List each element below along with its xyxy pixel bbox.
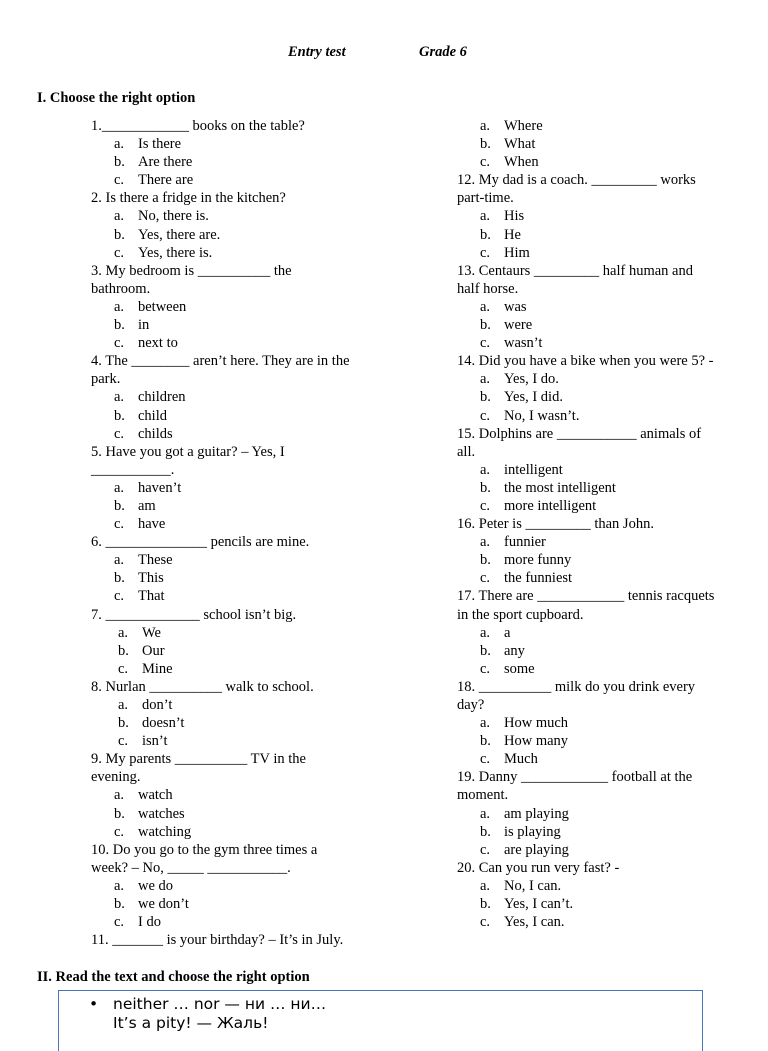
answer-option[interactable] — [457, 334, 719, 352]
option-text: This — [138, 570, 164, 587]
option-list — [91, 877, 351, 931]
option-list — [457, 877, 719, 931]
option-letter: a. — [480, 624, 491, 641]
option-letter: b. — [114, 570, 125, 587]
answer-option[interactable] — [457, 624, 719, 642]
question-block — [91, 443, 351, 533]
option-text: funnier — [504, 534, 546, 551]
answer-option[interactable] — [457, 497, 719, 515]
option-letter: b. — [480, 317, 491, 334]
question-text: 14. Did you have a bike when you were 5? - — [457, 353, 714, 370]
question-block — [457, 515, 719, 587]
option-list — [457, 714, 719, 768]
option-text: I do — [138, 914, 161, 931]
option-text: between — [138, 298, 187, 315]
option-letter: a. — [480, 461, 491, 478]
option-text: That — [138, 588, 165, 605]
answer-option[interactable] — [91, 298, 351, 316]
left-question-column — [91, 117, 351, 949]
option-list — [457, 533, 719, 587]
option-letter: a. — [114, 136, 125, 153]
option-list — [457, 805, 719, 859]
option-text: doesn’t — [142, 715, 185, 732]
question-block — [91, 750, 351, 840]
question-text: 8. Nurlan __________ walk to school. — [91, 678, 314, 695]
option-letter: c. — [114, 335, 125, 352]
option-letter: b. — [114, 154, 125, 171]
option-list — [457, 298, 719, 352]
question-text: 20. Can you run very fast? - — [457, 859, 620, 876]
answer-option[interactable] — [457, 316, 719, 334]
option-letter: b. — [480, 552, 491, 569]
test-title: Entry test — [288, 44, 346, 60]
option-letter: a. — [480, 118, 491, 134]
vocabulary-list — [59, 995, 702, 1033]
option-letter: b. — [480, 733, 491, 750]
option-letter: a. — [114, 389, 125, 406]
answer-option[interactable] — [91, 497, 351, 515]
answer-option[interactable] — [457, 913, 719, 931]
option-text: a — [504, 624, 511, 641]
option-letter: c. — [480, 154, 491, 171]
answer-option[interactable] — [457, 714, 719, 732]
grade-label: Grade 6 — [419, 44, 467, 60]
option-letter: a. — [114, 877, 125, 894]
question-text: 5. Have you got a guitar? – Yes, I ___________. — [91, 443, 285, 478]
option-letter: c. — [480, 407, 491, 424]
question-block — [457, 262, 719, 352]
option-text: are playing — [504, 841, 569, 858]
question-text: 18. __________ milk do you drink every day? — [457, 678, 696, 713]
question-block — [91, 352, 351, 442]
option-text: more funny — [504, 552, 572, 569]
vocabulary-text: It’s a pity! — Жаль! — [113, 1014, 269, 1032]
option-letter: b. — [118, 642, 129, 659]
answer-option[interactable] — [91, 244, 351, 262]
question-block — [91, 262, 351, 352]
answer-option[interactable] — [457, 370, 719, 388]
option-text: intelligent — [504, 461, 563, 478]
option-text: were — [504, 317, 533, 334]
option-list — [91, 551, 351, 605]
option-letter: c. — [114, 823, 125, 840]
option-letter: a. — [480, 805, 491, 822]
option-letter: b. — [480, 389, 491, 406]
option-text: any — [504, 642, 525, 659]
option-text: childs — [138, 425, 173, 442]
answer-option[interactable] — [91, 714, 351, 732]
section-2-title: II. Read the text and choose the right option — [37, 969, 310, 985]
question-block — [457, 859, 719, 931]
option-letter: a. — [480, 877, 491, 894]
option-text: watches — [138, 805, 185, 822]
option-letter: c. — [480, 570, 491, 587]
answer-option[interactable] — [457, 660, 719, 678]
option-text: He — [504, 226, 521, 243]
answer-option[interactable] — [91, 642, 351, 660]
answer-option[interactable] — [457, 298, 719, 316]
question-block — [91, 606, 351, 678]
option-text: How much — [504, 715, 569, 732]
question-block — [91, 841, 351, 931]
option-letter: b. — [114, 497, 125, 514]
question-text: 15. Dolphins are ___________ animals of all. — [457, 425, 702, 460]
option-letter: c. — [114, 172, 125, 189]
answer-option[interactable] — [91, 660, 351, 678]
option-list — [91, 135, 351, 189]
option-text: the funniest — [504, 570, 573, 587]
option-text: watching — [138, 823, 192, 840]
option-list — [457, 624, 719, 678]
option-letter: a. — [480, 715, 491, 732]
question-text: 1.____________ books on the table? — [91, 118, 305, 134]
option-text: When — [504, 154, 539, 171]
question-text: 2. Is there a fridge in the kitchen? — [91, 190, 286, 207]
option-text: watch — [138, 787, 173, 804]
option-letter: a. — [480, 208, 491, 225]
answer-option[interactable] — [91, 135, 351, 153]
option-letter: c. — [480, 914, 491, 931]
answer-option[interactable] — [457, 388, 719, 406]
answer-option[interactable] — [457, 117, 719, 135]
answer-option[interactable] — [457, 750, 719, 768]
answer-option[interactable] — [91, 786, 351, 804]
option-text: No, there is. — [138, 208, 209, 225]
option-text: haven’t — [138, 479, 182, 496]
option-letter: c. — [480, 841, 491, 858]
option-text: is playing — [504, 823, 561, 840]
option-letter: a. — [114, 552, 125, 569]
option-letter: b. — [114, 896, 125, 913]
answer-option[interactable] — [91, 877, 351, 895]
answer-option[interactable] — [457, 479, 719, 497]
option-text: children — [138, 389, 186, 406]
option-text: Is there — [138, 136, 182, 153]
option-letter: a. — [118, 697, 129, 713]
option-letter: c. — [480, 244, 491, 261]
option-list — [91, 624, 351, 678]
option-letter: b. — [480, 823, 491, 840]
question-text: 16. Peter is _________ than John. — [457, 516, 654, 533]
answer-option[interactable] — [91, 732, 351, 750]
question-text: 17. There are ____________ tennis racquets in the sport cupboard. — [457, 588, 715, 623]
question-block — [457, 768, 719, 858]
answer-option[interactable] — [91, 153, 351, 171]
option-text: the most intelligent — [504, 479, 616, 496]
option-text: We — [142, 624, 161, 641]
section-1-title: I. Choose the right option — [37, 90, 196, 106]
option-text: His — [504, 208, 525, 225]
question-block — [457, 425, 719, 515]
question-block — [457, 587, 719, 677]
answer-option[interactable] — [457, 823, 719, 841]
answer-option[interactable] — [457, 135, 719, 153]
option-letter: a. — [114, 208, 125, 225]
option-text: Where — [504, 118, 543, 134]
option-text: Yes, I do. — [504, 371, 559, 388]
option-list — [457, 461, 719, 515]
question-text: 11. _______ is your birthday? – It’s in July. — [91, 932, 344, 949]
answer-option[interactable] — [457, 895, 719, 913]
question-text: 10. Do you go to the gym three times a week? – No, _____ ___________. — [91, 841, 318, 876]
option-letter: c. — [114, 425, 125, 442]
option-list — [457, 370, 719, 424]
answer-option[interactable] — [457, 153, 719, 171]
question-block — [91, 117, 351, 189]
option-letter: b. — [480, 136, 491, 153]
option-list — [91, 298, 351, 352]
option-letter: c. — [114, 914, 125, 931]
answer-option[interactable] — [91, 624, 351, 642]
option-letter: c. — [480, 751, 491, 768]
option-letter: b. — [114, 805, 125, 822]
question-block — [457, 117, 719, 171]
option-letter: b. — [118, 715, 129, 732]
answer-option[interactable] — [457, 877, 719, 895]
option-letter: c. — [114, 244, 125, 261]
answer-option[interactable] — [91, 226, 351, 244]
answer-option[interactable] — [91, 913, 351, 931]
answer-option[interactable] — [91, 515, 351, 533]
answer-option[interactable] — [91, 569, 351, 587]
question-text: 7. _____________ school isn’t big. — [91, 606, 297, 623]
option-letter: a. — [114, 787, 125, 804]
option-letter: b. — [114, 317, 125, 334]
option-letter: c. — [480, 497, 491, 514]
answer-option[interactable] — [91, 479, 351, 497]
answer-option[interactable] — [457, 226, 719, 244]
answer-option[interactable] — [457, 461, 719, 479]
option-text: am playing — [504, 805, 569, 822]
answer-option[interactable] — [457, 533, 719, 551]
option-text: am — [138, 497, 156, 514]
option-list — [457, 117, 719, 171]
question-text: 3. My bedroom is __________ the bathroom. — [91, 262, 292, 297]
option-text: Yes, there are. — [138, 226, 221, 243]
answer-option[interactable] — [91, 334, 351, 352]
option-text: next to — [138, 335, 178, 352]
option-text: more intelligent — [504, 497, 597, 514]
option-list — [91, 786, 351, 840]
answer-option[interactable] — [457, 569, 719, 587]
option-letter: c. — [118, 660, 129, 677]
option-text: Much — [504, 751, 538, 768]
answer-option[interactable] — [91, 207, 351, 225]
option-letter: b. — [114, 226, 125, 243]
answer-option[interactable] — [457, 732, 719, 750]
option-text: some — [504, 660, 535, 677]
option-list — [91, 207, 351, 261]
option-text: have — [138, 516, 166, 533]
option-letter: c. — [118, 733, 129, 750]
option-letter: a. — [480, 298, 491, 315]
question-block — [457, 678, 719, 768]
option-list — [91, 388, 351, 442]
option-letter: a. — [114, 479, 125, 496]
answer-option[interactable] — [91, 407, 351, 425]
option-letter: a. — [480, 371, 491, 388]
answer-option[interactable] — [91, 425, 351, 443]
answer-option[interactable] — [457, 841, 719, 859]
option-letter: c. — [480, 660, 491, 677]
option-list — [91, 479, 351, 533]
question-text: 9. My parents __________ TV in the evening. — [91, 751, 306, 786]
question-text: 12. My dad is a coach. _________ works part-time. — [457, 172, 696, 207]
option-letter: b. — [480, 896, 491, 913]
answer-option[interactable] — [91, 587, 351, 605]
option-text: Mine — [142, 660, 173, 677]
option-text: Our — [142, 642, 165, 659]
question-text: 6. ______________ pencils are mine. — [91, 534, 310, 551]
answer-option[interactable] — [91, 171, 351, 189]
option-text: child — [138, 407, 167, 424]
question-block — [91, 533, 351, 605]
question-block — [457, 171, 719, 261]
question-block — [91, 189, 351, 261]
answer-option[interactable] — [457, 551, 719, 569]
question-block — [457, 352, 719, 424]
option-text: What — [504, 136, 536, 153]
option-text: we don’t — [138, 896, 189, 913]
vocabulary-text: neither … nor — ни … ни… — [113, 995, 327, 1013]
option-text: isn’t — [142, 733, 168, 750]
answer-option[interactable] — [457, 407, 719, 425]
question-text: 19. Danny ____________ football at the moment. — [457, 769, 693, 804]
option-letter: b. — [480, 226, 491, 243]
vocabulary-item — [59, 995, 702, 1014]
option-letter: b. — [480, 479, 491, 496]
answer-option[interactable] — [457, 244, 719, 262]
answer-option[interactable] — [91, 823, 351, 841]
option-letter: b. — [480, 642, 491, 659]
answer-option[interactable] — [457, 642, 719, 660]
option-text: No, I wasn’t. — [504, 407, 580, 424]
answer-option[interactable] — [457, 805, 719, 823]
answer-option[interactable] — [91, 805, 351, 823]
option-text: No, I can. — [504, 877, 562, 894]
answer-option[interactable] — [457, 207, 719, 225]
question-block — [91, 931, 351, 949]
answer-option[interactable] — [91, 551, 351, 569]
option-letter: a. — [118, 624, 129, 641]
right-question-column — [457, 117, 719, 931]
option-text: Yes, there is. — [138, 244, 213, 261]
option-text: Him — [504, 244, 530, 261]
option-text: Yes, I can. — [504, 914, 565, 931]
option-text: Are there — [138, 154, 193, 171]
question-block — [91, 678, 351, 750]
option-letter: c. — [114, 588, 125, 605]
answer-option[interactable] — [91, 696, 351, 714]
option-text: wasn’t — [504, 335, 543, 352]
bullet-icon: • — [89, 995, 99, 1013]
question-text: 4. The ________ aren’t here. They are in the park. — [91, 353, 350, 388]
option-letter: a. — [480, 534, 491, 551]
option-text: Yes, I did. — [504, 389, 563, 406]
option-text: in — [138, 317, 150, 334]
option-text: Yes, I can’t. — [504, 896, 574, 913]
option-text: These — [138, 552, 173, 569]
option-text: How many — [504, 733, 569, 750]
option-text: was — [504, 298, 527, 315]
option-letter: c. — [114, 516, 125, 533]
option-list — [457, 207, 719, 261]
option-letter: b. — [114, 407, 125, 424]
option-letter: a. — [114, 298, 125, 315]
option-text: don’t — [142, 697, 173, 713]
option-text: There are — [138, 172, 194, 189]
option-list — [91, 696, 351, 750]
option-letter: c. — [480, 335, 491, 352]
vocabulary-note-box — [58, 990, 703, 1051]
question-text: 13. Centaurs _________ half human and half horse. — [457, 262, 693, 297]
answer-option[interactable] — [91, 895, 351, 913]
answer-option[interactable] — [91, 316, 351, 334]
answer-option[interactable] — [91, 388, 351, 406]
option-text: we do — [138, 877, 174, 894]
